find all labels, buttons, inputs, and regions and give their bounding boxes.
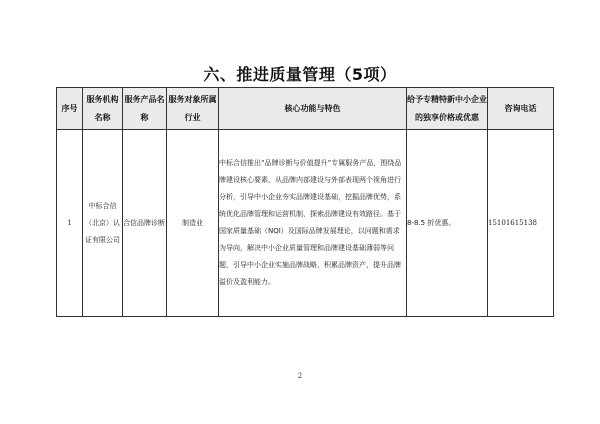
header-index: 序号 <box>57 88 83 130</box>
cell-industry: 制造业 <box>167 130 219 317</box>
header-phone: 咨询电话 <box>488 88 554 130</box>
cell-org: 中标合信（北京）认证有限公司 <box>83 130 123 317</box>
page-title: 六、推进质量管理（5项） <box>203 65 397 84</box>
cell-phone: 15101615138 <box>488 130 554 317</box>
header-industry: 服务对象所属行业 <box>167 88 219 130</box>
cell-index: 1 <box>57 130 83 317</box>
header-features: 核心功能与特色 <box>219 88 407 130</box>
header-product: 服务产品名称 <box>123 88 167 130</box>
cell-discount: 8-8.5 折优惠。 <box>407 130 488 317</box>
table-row <box>57 130 554 317</box>
cell-product: 合信品牌诊断 <box>123 130 167 317</box>
table-header-row <box>57 88 554 130</box>
service-table <box>56 87 554 317</box>
cell-features: 中标合信推出“品牌诊断与价值提升”专属服务产品，围绕品牌建设核心要素，从品牌内部建设与外部表现两个视角进行分析，引导中小企业夯实品牌建设基础，挖掘品牌优势，系统优化品牌管理和运营机制，探索品牌建设有效路径。基于国家质量基础（NQI）及国际品牌发展理论，以问题和需求为导向，解决中小企业质量管理和品牌建设基础薄弱等问题，引导中小企业实施品牌战略，积累品牌资产，提升品牌溢价及盈利能力。 <box>219 130 407 317</box>
page-number: 2 <box>297 372 303 380</box>
header-discount: 给予专精特新中小企业的独享价格或优惠 <box>407 88 488 130</box>
header-org: 服务机构名称 <box>83 88 123 130</box>
